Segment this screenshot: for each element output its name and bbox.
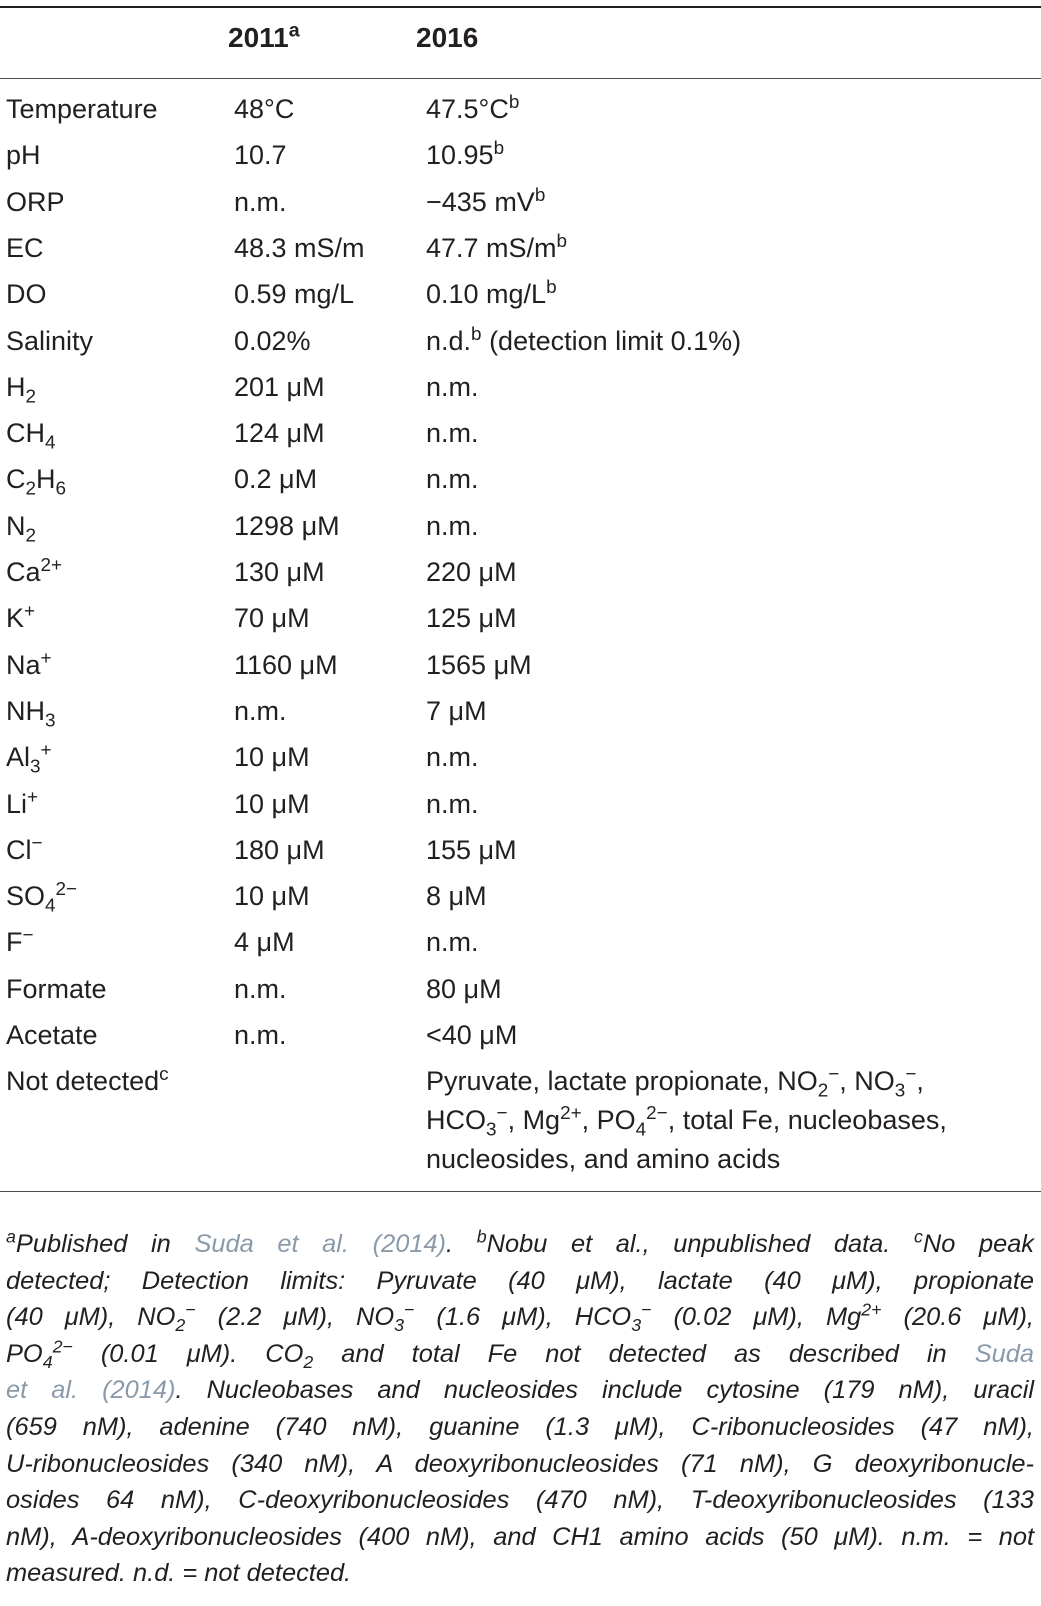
parameter-cell: ORP	[6, 186, 65, 217]
citation-link[interactable]: Suda	[974, 1339, 1034, 1368]
table-row	[0, 599, 1041, 645]
table-row	[0, 1016, 1041, 1062]
table-row	[0, 692, 1041, 738]
value-2011-cell: 70 μM	[234, 603, 310, 634]
parameter-cell: $NH_3$	[6, 695, 56, 732]
table-row	[0, 229, 1041, 275]
value-2011-cell: 48°C	[234, 94, 295, 124]
parameter-cell: EC	[6, 232, 44, 263]
value-2016-cell: $47.5^\circ C^b$	[426, 92, 520, 124]
parameter-cell: $Al_3^+$	[6, 740, 52, 778]
parameter-cell: $SO_4^{2-}$	[6, 879, 78, 917]
value-2011-cell: 0.59 mg/L	[234, 279, 355, 310]
value-2011-cell: n.m.	[234, 1020, 287, 1050]
parameter-cell: Formate	[6, 973, 107, 1004]
value-2016-cell: 0.10 $mg/L^b$	[426, 277, 557, 310]
value-2016-cell: 47.7 $mS/m^b$	[426, 230, 568, 263]
footnote-line: detected; Detection limits: Pyruvate (40 μM), lactate (40 μM), propionate	[6, 1266, 1034, 1295]
citation-link[interactable]: Suda et al. (2014)	[194, 1230, 447, 1258]
header-footnote-marker: a	[288, 19, 300, 42]
table-footnote	[6, 1226, 1034, 1592]
value-2016-cell: n.m.	[426, 464, 479, 495]
table-row	[0, 877, 1041, 923]
column-header-2011: 2011$^a$	[228, 19, 300, 53]
value-2011-cell: 10 μM	[234, 788, 310, 819]
not-detected-row	[0, 1062, 1041, 1182]
value-2016-cell: 1565 μM	[426, 649, 532, 680]
table-row	[0, 970, 1041, 1016]
parameter-cell: Not detected$^c$	[6, 1064, 169, 1097]
value-2016-cell: 8 μM	[426, 881, 487, 912]
value-2011-cell: 48.3 mS/m	[234, 232, 365, 263]
value-2016-cell: −435 $mV^b$	[426, 184, 546, 217]
value-2016-cell: n.m.	[426, 510, 479, 541]
table-row	[0, 183, 1041, 229]
value-2011-cell: 10 μM	[234, 881, 310, 912]
footnote-line: osides 64 nM), C-deoxyribonucleosides (470 nM), T-deoxyribonucleosides (133	[6, 1486, 1034, 1515]
value-2011-cell: 124 μM	[234, 418, 325, 449]
footnote-line: measured. n.d. = not detected.	[6, 1559, 352, 1588]
footnote-line: nM), A-deoxyribonucleosides (400 nM), and CH1 amino acids (50 μM). n.m. = not	[6, 1522, 1034, 1551]
parameter-cell: $N_2$	[6, 510, 37, 547]
table-bottom-rule	[0, 1191, 1041, 1192]
parameter-cell: $H_2$	[6, 371, 37, 408]
table-row	[0, 507, 1041, 553]
table-row	[0, 831, 1041, 877]
citation-link[interactable]: et al. (2014)	[6, 1376, 176, 1405]
parameter-cell: F−	[6, 925, 34, 958]
table-row	[0, 322, 1041, 368]
table-row	[0, 923, 1041, 969]
value-2011-cell: 130 μM	[234, 557, 325, 587]
value-2016-cell: n.m.	[426, 742, 479, 773]
table-top-rule	[0, 6, 1041, 8]
footnote-line: (659 nM), adenine (740 nM), guanine (1.3 μM), C-ribonucleosides (47 nM),	[6, 1412, 1034, 1441]
not-detected-list: Pyruvate, lactate propionate, $NO_2^-$, $NO_3^-$, $HCO_3^-$, $Mg^{2+}$, $PO_4^{2-}$, total Fe, nucleobases, nucleosides, and amino acids	[426, 1064, 947, 1175]
parameter-cell: $Ca^{2+}$	[6, 555, 63, 587]
parameter-cell: Temperature	[6, 94, 158, 124]
parameter-cell: $CH_4$	[6, 418, 56, 454]
value-2016-cell: 10.95$^b$	[426, 138, 505, 171]
value-2011-cell: 4 μM	[234, 927, 295, 958]
parameter-cell: Acetate	[6, 1020, 98, 1050]
value-2016-cell: 80 μM	[426, 973, 502, 1004]
value-2011-cell: 0.2 μM	[234, 464, 318, 495]
table-row	[0, 460, 1041, 506]
value-2011-cell: 1298 μM	[234, 510, 340, 541]
value-2011-cell: 10.7	[234, 140, 287, 171]
table-row	[0, 738, 1041, 784]
parameter-cell: DO	[6, 279, 47, 310]
value-2011-cell: 1160 μM	[234, 649, 338, 680]
parameter-cell: Salinity	[6, 325, 94, 356]
value-2016-cell: n.m.	[426, 371, 479, 402]
footnote-line: (40 μM), $NO_2^-$ (2.2 μM), $NO_3^-$ (1.6 μM), $HCO_3^-$ (0.02 μM), $Mg^{2+}$ (20.6 μM),	[6, 1299, 1034, 1336]
value-2016-cell: 220 μM	[426, 557, 517, 587]
header-rule	[0, 78, 1041, 79]
column-header-2016: 2016	[416, 22, 479, 53]
value-2016-cell: 7 μM	[426, 695, 487, 726]
table-row	[0, 275, 1041, 321]
parameter-cell: pH	[6, 140, 41, 171]
parameter-cell: Li+	[6, 786, 39, 819]
footnote-line: U-ribonucleosides (340 nM), A deoxyribonucleosides (71 nM), G deoxyribonucle-	[6, 1449, 1034, 1478]
footnote-line: $PO_4^{2-}$ (0.01 μM). $CO_2$ and total Fe not detected as described in Suda	[6, 1336, 1034, 1372]
table-row	[0, 136, 1041, 182]
parameter-cell: K+	[6, 601, 36, 634]
value-2011-cell: n.m.	[234, 695, 287, 726]
value-2011-cell: 10 μM	[234, 742, 310, 773]
parameter-cell: Cl−	[6, 832, 43, 865]
parameter-cell: Na+	[6, 647, 52, 680]
value-2016-cell: <40 μM	[426, 1020, 518, 1050]
footnote-line: et al. (2014). Nucleobases and nucleosides include cytosine (179 nM), uracil	[6, 1376, 1035, 1405]
value-2016-cell: 125 μM	[426, 603, 517, 634]
value-2011-cell: 180 μM	[234, 834, 325, 865]
table-row	[0, 368, 1041, 414]
parameter-cell: $C_2H_6$	[6, 464, 67, 500]
table-row	[0, 553, 1041, 599]
value-2016-cell: n.m.	[426, 927, 479, 958]
value-2016-cell: n.d.$^b$ (detection limit 0.1%)	[426, 323, 742, 356]
footnote-line: $^a$Published in Suda et al. (2014). $^b$Nobu et al., unpublished data. $^c$No peak	[6, 1226, 1035, 1258]
value-2011-cell: n.m.	[234, 186, 287, 217]
table-row	[0, 414, 1041, 460]
table-row	[0, 90, 1041, 136]
value-2011-cell: n.m.	[234, 973, 287, 1004]
value-2016-cell: n.m.	[426, 418, 479, 449]
value-2011-cell: 0.02%	[234, 325, 311, 356]
value-2011-cell: 201 μM	[234, 371, 325, 402]
table-row	[0, 785, 1041, 831]
value-2016-cell: n.m.	[426, 788, 479, 819]
table-row	[0, 646, 1041, 692]
value-2016-cell: 155 μM	[426, 834, 517, 865]
